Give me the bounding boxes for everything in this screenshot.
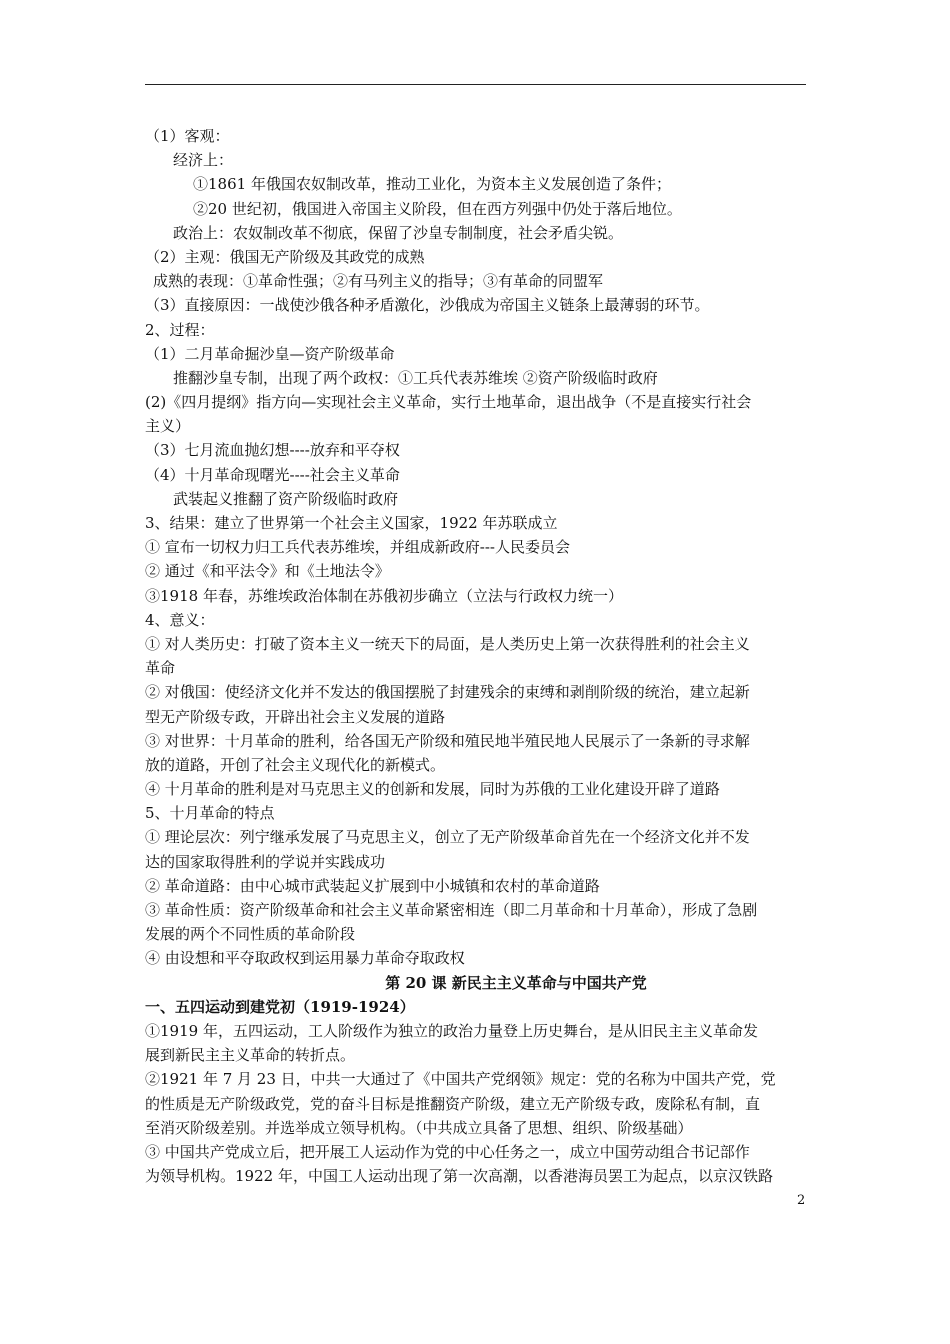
text-line: 推翻沙皇专制，出现了两个政权：①工兵代表苏维埃 ②资产阶级临时政府 (173, 368, 658, 387)
text-line: ② 对俄国：使经济文化并不发达的俄国摆脱了封建残余的束缚和剥削阶级的统治，建立起新 (145, 683, 750, 702)
section-heading: 5、十月革命的特点 (145, 804, 275, 823)
text-line: ①1861 年俄国农奴制改革，推动工业化，为资本主义发展创造了条件； (193, 175, 671, 194)
text-line: 武装起义推翻了资产阶级临时政府 (173, 489, 399, 508)
text-line: 政治上：农奴制改革不彻底，保留了沙皇专制制度，社会矛盾尖锐。 (173, 223, 624, 242)
text-line: 至消灭阶级差别。并选举成立领导机构。（中共成立具备了思想、组织、阶级基础） (145, 1118, 693, 1137)
page-number: 2 (797, 1193, 806, 1208)
text-line: 为领导机构。1922 年，中国工人运动出现了第一次高潮，以香港海员罢工为起点，以京汉铁路 (145, 1167, 773, 1186)
section-heading: 4、意义： (145, 610, 215, 629)
text-line: ① 对人类历史：打破了资本主义一统天下的局面，是人类历史上第一次获得胜利的社会主义 (145, 634, 750, 653)
section-heading: 一、五四运动到建党初（1919-1924） (145, 997, 415, 1016)
text-line: 革命 (145, 659, 176, 678)
text-line: 主义） (145, 417, 191, 436)
text-line: ②1921 年 7 月 23 日，中共一大通过了《中国共产党纲领》规定：党的名称为中国共产党，党 (145, 1070, 776, 1089)
text-line: （2）主观：俄国无产阶级及其政党的成熟 (145, 247, 425, 266)
text-line: （3）直接原因：一战使沙俄各种矛盾激化，沙俄成为帝国主义链条上最薄弱的环节。 (145, 296, 710, 315)
text-line: （3）七月流血抛幻想----放弃和平夺权 (145, 441, 400, 460)
text-line: 成熟的表现：①革命性强；②有马列主义的指导；③有革命的同盟军 (153, 272, 604, 291)
text-line: ② 革命道路：由中心城市武装起义扩展到中小城镇和农村的革命道路 (145, 876, 600, 895)
text-line: 发展的两个不同性质的革命阶段 (145, 925, 356, 944)
text-line: 展到新民主主义革命的转折点。 (145, 1046, 356, 1065)
text-line: 的性质是无产阶级政党，党的奋斗目标是推翻资产阶级，建立无产阶级专政，废除私有制，直 (145, 1094, 761, 1113)
section-heading: 3、结果：建立了世界第一个社会主义国家，1922 年苏联成立 (145, 514, 558, 532)
text-line: ③ 对世界：十月革命的胜利，给各国无产阶级和殖民地半殖民地人民展示了一条新的寻求解 (145, 731, 750, 750)
text-line: ①1919 年，五四运动，工人阶级作为独立的政治力量登上历史舞台，是从旧民主主义革命发 (145, 1021, 758, 1040)
text-line: ④ 十月革命的胜利是对马克思主义的创新和发展，同时为苏俄的工业化建设开辟了道路 (145, 780, 720, 799)
text-line: （1）客观： (145, 127, 230, 145)
text-line: ③ 革命性质：资产阶级革命和社会主义革命紧密相连（即二月革命和十月革命），形成了急剧 (145, 901, 758, 919)
text-line: ① 理论层次：列宁继承发展了马克思主义，创立了无产阶级革命首先在一个经济文化并不发 (145, 828, 750, 847)
header-rule (145, 84, 806, 85)
text-line: ② 通过《和平法令》和《土地法令》 (145, 562, 390, 581)
text-line: （1）二月革命掘沙皇—资产阶级革命 (145, 344, 395, 363)
text-line: ③1918 年春，苏维埃政治体制在苏俄初步确立（立法与行政权力统一） (145, 586, 623, 605)
text-line: （4）十月革命现曙光----社会主义革命 (145, 465, 400, 484)
text-line: ③ 中国共产党成立后，把开展工人运动作为党的中心任务之一，成立中国劳动组合书记部作 (145, 1142, 750, 1161)
lesson-title: 第 20 课 新民主主义革命与中国共产党 (385, 973, 647, 992)
text-line: ②20 世纪初，俄国进入帝国主义阶段，但在西方列强中仍处于落后地位。 (193, 199, 682, 218)
text-line: ④ 由设想和平夺取政权到运用暴力革命夺取政权 (145, 949, 465, 968)
text-line: 达的国家取得胜利的学说并实践成功 (145, 852, 386, 871)
text-line: 型无产阶级专政，开辟出社会主义发展的道路 (145, 707, 446, 726)
section-heading: 2、过程： (145, 320, 215, 339)
text-line: 经济上： (173, 151, 234, 170)
text-line: 放的道路，开创了社会主义现代化的新模式。 (145, 755, 446, 774)
text-line: (2)《四月提纲》指方向—实现社会主义革命，实行土地革命，退出战争（不是直接实行社会 (145, 393, 752, 412)
text-line: ① 宣布一切权力归工兵代表苏维埃，并组成新政府---人民委员会 (145, 538, 570, 557)
document-body (145, 124, 807, 1188)
